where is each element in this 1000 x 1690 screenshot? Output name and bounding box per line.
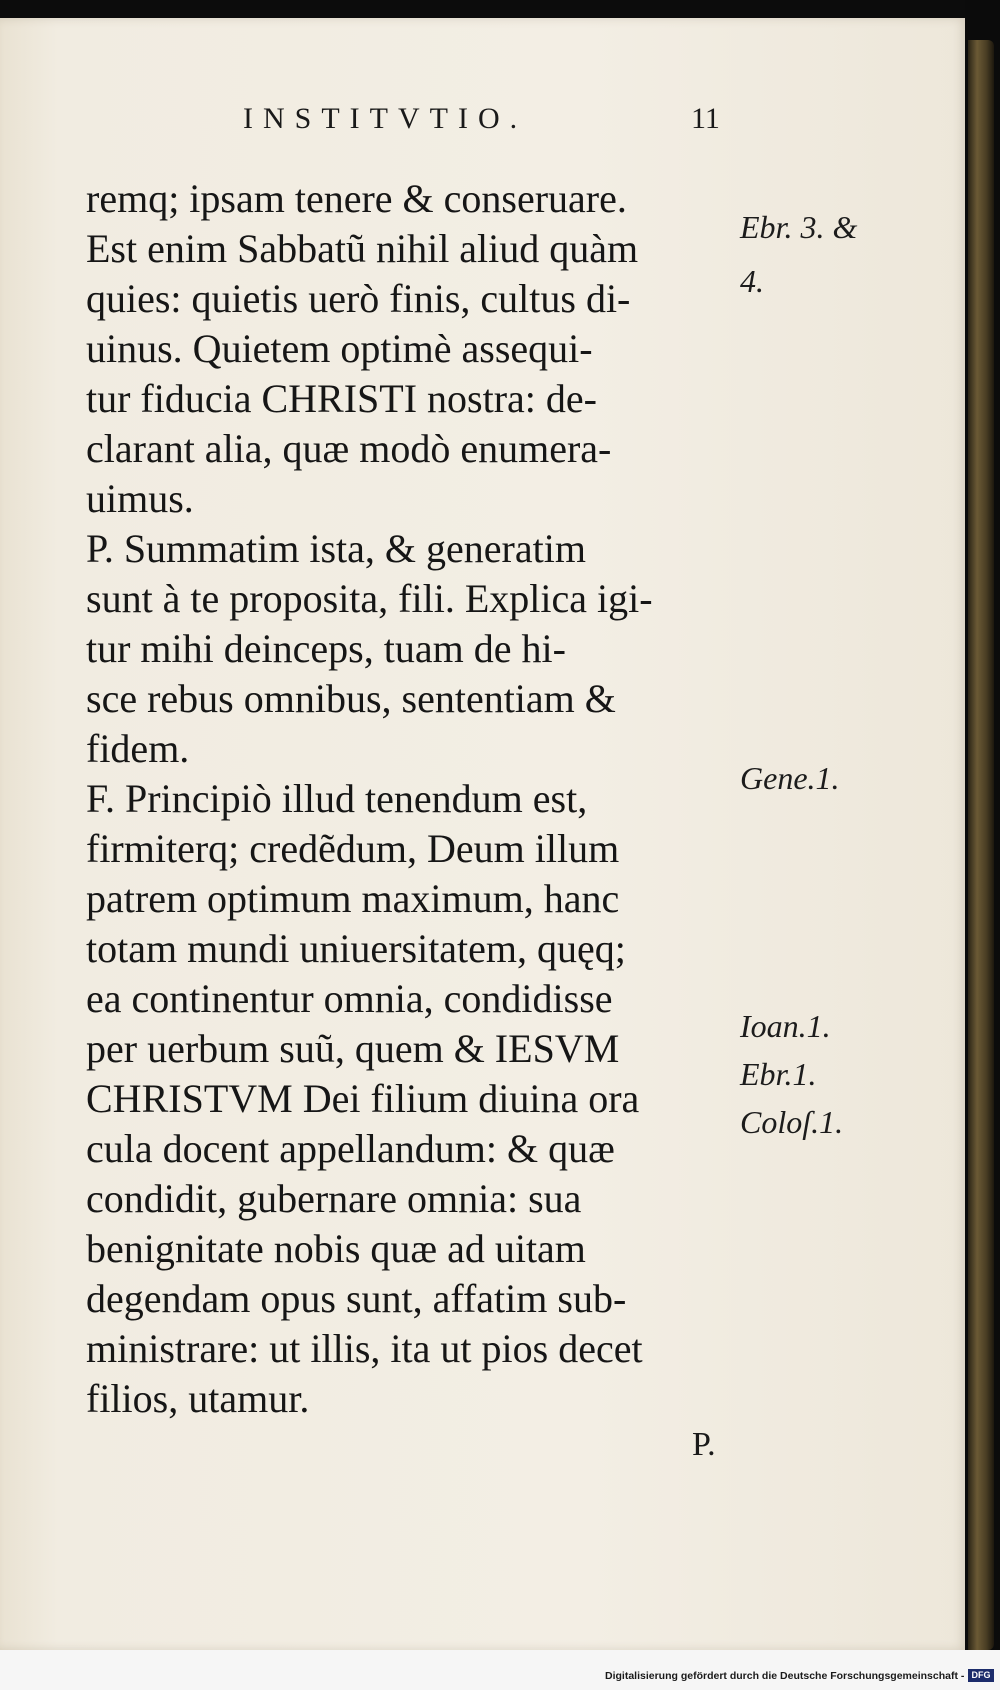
running-title: INSTITVTIO. xyxy=(243,102,528,135)
text-line: ea continentur omnia, condidisse xyxy=(86,976,613,1021)
book-page xyxy=(0,18,968,1650)
margin-note-4: 4. xyxy=(740,263,764,299)
margin-note-colos-1: Coloſ.1. xyxy=(740,1104,844,1140)
text-line: CHRISTVM Dei filium diuina ora xyxy=(86,1076,640,1121)
scan-frame-top xyxy=(0,0,1000,18)
page-number: 11 xyxy=(691,102,720,135)
text-line: patrem optimum maximum, hanc xyxy=(86,876,620,921)
text-line: clarant alia, quæ modò enumera- xyxy=(86,426,612,471)
text-line: tur fiducia CHRISTI nostra: de- xyxy=(86,376,597,421)
text-line: benignitate nobis quæ ad uitam xyxy=(86,1226,586,1271)
text-line: fidem. xyxy=(86,726,190,771)
margin-note-ebr-3: Ebr. 3. & xyxy=(740,209,858,245)
text-line: per uerbum suũ, quem & IESVM xyxy=(86,1026,620,1071)
text-line: sunt à te proposita, fili. Explica igi- xyxy=(86,576,653,621)
text-line: sce rebus omnibus, sententiam & xyxy=(86,676,616,721)
text-line: condidit, gubernare omnia: sua xyxy=(86,1176,582,1221)
catchword: P. xyxy=(692,1426,716,1463)
text-line: degendam opus sunt, affatim sub- xyxy=(86,1276,627,1321)
digitization-credit: Digitalisierung gefördert durch die Deutsche Forschungsgemeinschaft - xyxy=(605,1670,965,1682)
text-line: totam mundi uniuersitatem, quęq; xyxy=(86,926,626,971)
book-edge xyxy=(968,40,994,1650)
text-line: firmiterq; credẽdum, Deum illum xyxy=(86,826,620,871)
text-line: uimus. xyxy=(86,476,194,521)
text-line: tur mihi deinceps, tuam de hi- xyxy=(86,626,566,671)
margin-note-ebr-1: Ebr.1. xyxy=(740,1056,817,1092)
text-line: quies: quietis uerò finis, cultus di- xyxy=(86,276,631,321)
margin-note-ioan-1: Ioan.1. xyxy=(740,1008,831,1044)
page-body xyxy=(86,174,732,1424)
text-line: filios, utamur. xyxy=(86,1376,310,1421)
dfg-logo: DFG xyxy=(968,1669,994,1682)
text-line: P. Summatim ista, & generatim xyxy=(86,526,586,571)
text-line: F. Principiò illud tenendum est, xyxy=(86,776,588,821)
text-line: uinus. Quietem optimè assequi- xyxy=(86,326,593,371)
text-line: ministrare: ut illis, ita ut pios decet xyxy=(86,1326,643,1371)
text-line: cula docent appellandum: & quæ xyxy=(86,1126,615,1171)
margin-note-gene-1: Gene.1. xyxy=(740,760,840,796)
text-line: Est enim Sabbatũ nihil aliud quàm xyxy=(86,226,639,271)
text-line: remq; ipsam tenere & conseruare. xyxy=(86,176,627,221)
